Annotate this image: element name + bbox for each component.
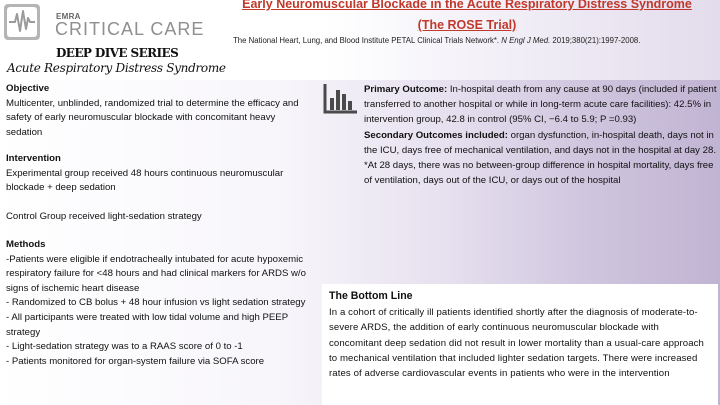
- control-text: Control Group received light-sedation strategy: [6, 211, 202, 222]
- objective-text: Multicenter, unblinded, randomized trial to determine the efficacy and safety of early neuromuscular blockade with concomitant heavy sedation: [6, 97, 299, 138]
- bar-chart-icon: [323, 84, 357, 119]
- logo-name: CRITICAL CARE: [55, 19, 205, 39]
- series-subtitle: Acute Respiratory Distress Syndrome: [7, 61, 226, 75]
- logo-org: EMRA: [56, 12, 81, 21]
- primary-outcome-text: In-hospital death from any cause at 90 days (included if patient transferred to another hospital or while in long-term acute care facilities): 42.5% in intervention group, 42.8 in control (95% CI, −6.4 to 5.9; P =0.93): [364, 84, 717, 126]
- intervention-text: Experimental group received 48 hours continuous neuromuscular blockade + deep sedation: [6, 167, 284, 194]
- emra-logo: [4, 4, 205, 44]
- primary-outcome-label: Primary Outcome:: [364, 84, 448, 95]
- series-label: DEEP DIVE SERIES: [56, 46, 179, 60]
- methods-item: - Light-sedation strategy was to a RAAS score of 0 to -1: [6, 341, 243, 353]
- secondary-outcomes: [364, 128, 718, 158]
- methods-item: - Randomized to CB bolus + 48 hour infusion vs light sedation strategy: [6, 297, 306, 309]
- ecg-pulse-icon: [4, 4, 40, 40]
- outcomes-section: [364, 82, 718, 188]
- outcomes-note: *At 28 days, there was no between-group difference in hospital mortality, days free of ventilation, days out of the ICU, or days out of the hospital: [364, 160, 714, 187]
- control-section: [6, 210, 306, 225]
- citation-journal: N Engl J Med.: [501, 36, 551, 45]
- intervention-section: [6, 152, 306, 196]
- intervention-heading: Intervention: [6, 153, 61, 164]
- objective-section: [6, 82, 306, 140]
- methods-section: [6, 238, 306, 369]
- citation-authors: The National Heart, Lung, and Blood Institute PETAL Clinical Trials Network*.: [233, 36, 500, 45]
- methods-item: - All participants were treated with low tidal volume and high PEEP strategy: [6, 311, 288, 338]
- primary-outcome: [364, 82, 718, 128]
- methods-item: - Patients monitored for organ-system failure via SOFA score: [6, 355, 265, 367]
- citation: [233, 36, 720, 45]
- methods-item: -Patients were eligible if endotracheally intubated for acute hypoxemic respiratory failure for <48 hours and had clinical markers for ARDS w/o signs of ischemic heart disease: [6, 253, 306, 294]
- methods-heading: Methods: [6, 239, 46, 250]
- citation-ref: 2019;380(21):1997-2008.: [552, 36, 641, 45]
- bottom-line-box: [322, 284, 718, 405]
- bottom-line-text: In a cohort of critically ill patients identified shortly after the diagnosis of moderate-to-severe ARDS, the addition of early continuous neuromuscular blockade with concomitant deep sedation did not result in lower mortality than a usual-care approach to mechanical ventilation that included lighter sedation targets. There were increased rates of adverse cardiovascular events in patients who were in the intervention: [329, 307, 704, 380]
- objective-heading: Objective: [6, 83, 50, 94]
- secondary-outcomes-text: organ dysfunction, in-hospital death, days not in the ICU, days free of mechanical ventilation, and days not in the hospital at day 28.: [364, 129, 716, 156]
- bottom-line-title: The Bottom Line: [329, 290, 413, 302]
- article-title-link[interactable]: Early Neuromuscular Blockade in the Acute Respiratory Distress Syndrome (The ROSE Trial): [242, 0, 692, 32]
- secondary-outcomes-label: Secondary Outcomes included:: [364, 129, 508, 141]
